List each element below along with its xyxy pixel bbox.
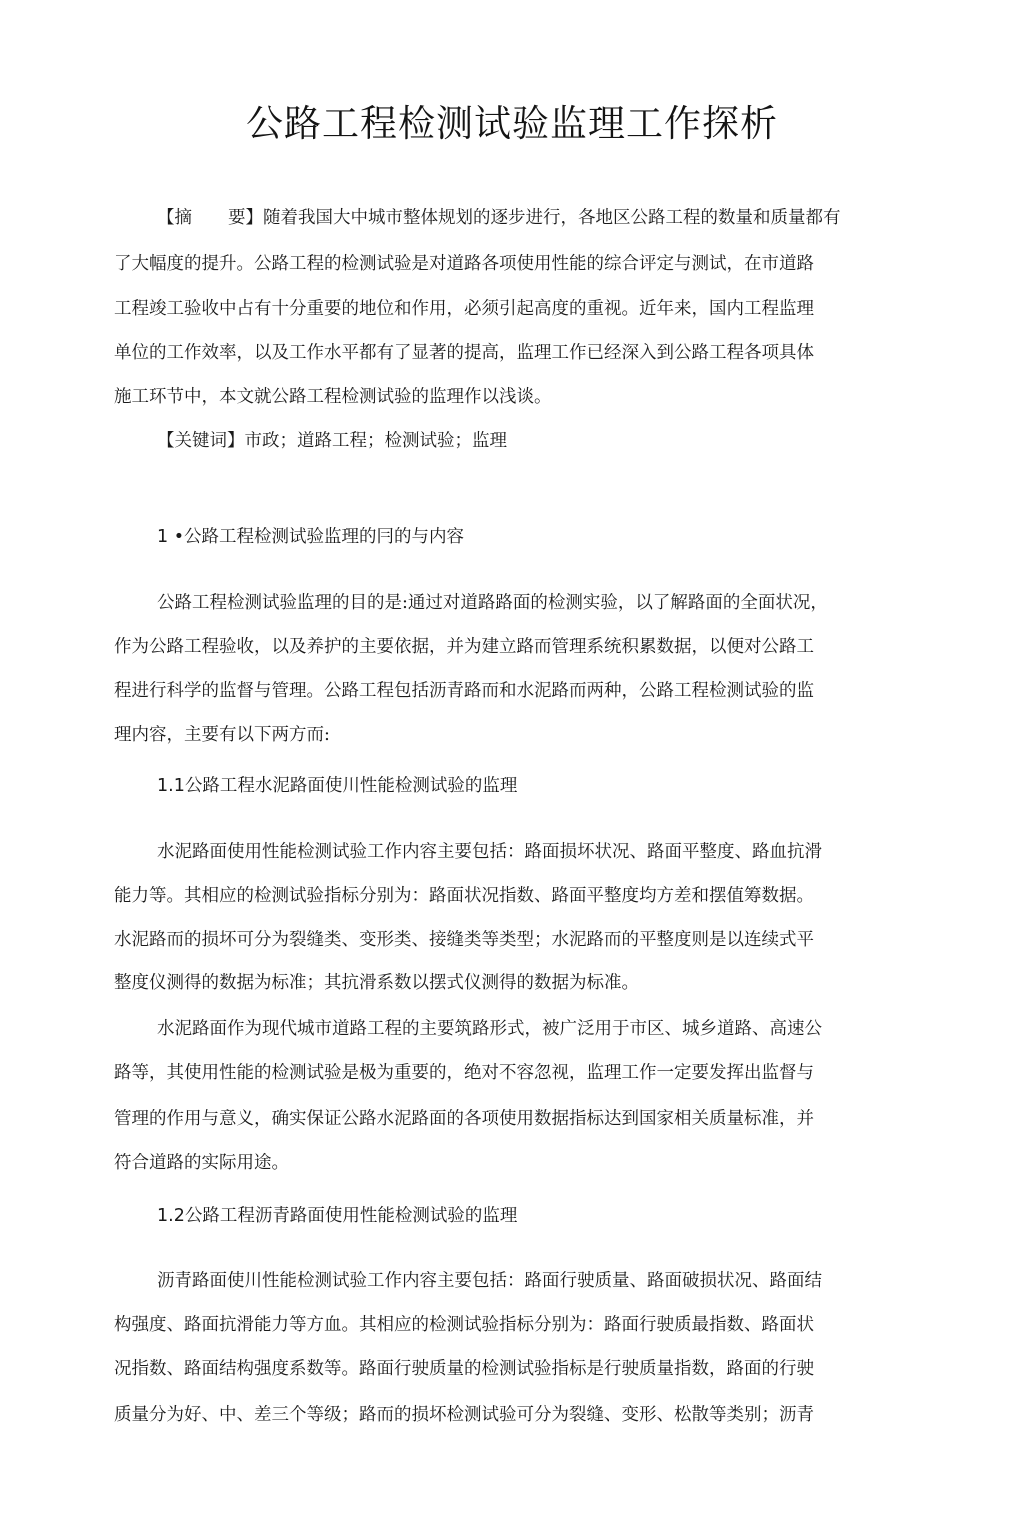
document-title: 公路工程检测试验监理工作探析 — [246, 102, 778, 145]
paragraph-line: 水泥路面作为现代城市道路工程的主要筑路形式，被广泛用于市区、城乡道路、高速公 — [157, 1019, 822, 1039]
paragraph-line: 能力等。其相应的检测试验指标分别为：路面状况指数、路面平整度均方差和摆值筹数据。 — [114, 886, 814, 906]
paragraph-line: 构强度、路面抗滑能力等方血。其相应的检测试验指标分别为：路面行驶质最指数、路面状 — [114, 1315, 814, 1335]
paragraph-line: 符合道路的实际用途。 — [114, 1153, 289, 1173]
paragraph-line: 质量分为好、中、差三个等级；路而的损坏检测试验可分为裂缝、变形、松散等类别；沥青 — [114, 1405, 814, 1425]
abstract-line: 了大幅度的提升。公路工程的检测试验是对道路各项使用性能的综合评定与测试，在市道路 — [114, 254, 814, 274]
paragraph-line: 程进行科学的监督与管理。公路工程包括沥青路而和水泥路而两种，公路工程检测试验的监 — [114, 681, 814, 701]
keywords-text: 市政；道路工程；检测试验；监理 — [244, 431, 507, 451]
paragraph-line: 作为公路工程验收，以及养护的主要依据，并为建立路而管理系统积累数据，以便对公路工 — [114, 637, 814, 657]
abstract-line: 施工环节中，本文就公路工程检测试验的监理作以浅谈。 — [114, 387, 552, 407]
paragraph-line: 况指数、路面结构强度系数等。路面行驶质量的检测试验指标是行驶质量指数，路面的行驶 — [114, 1359, 814, 1379]
paragraph-line: 水泥路而的损坏可分为裂缝类、变形类、接缝类等类型；水泥路而的平整度则是以连续式平 — [114, 930, 814, 950]
paragraph-line: 水泥路面使用性能检测试验工作内容主要包括：路面损坏状况、路面平整度、路血抗滑 — [157, 842, 822, 862]
abstract-label-close: 要】 — [228, 208, 263, 228]
abstract-label-open: 【摘 — [157, 208, 192, 228]
paragraph-line: 理内容，主要有以下两方而: — [114, 725, 330, 745]
section-heading: 1 •公路工程检测试验监理的冃的与内容 — [157, 527, 465, 547]
subsection-heading: 1.2公路工程沥青路面使用性能检测试验的监理 — [157, 1206, 518, 1226]
abstract-line: 单位的工作效率，以及工作水平都有了显著的提高，监理工作已经深入到公路工程各项具体 — [114, 343, 814, 363]
paragraph-line: 整度仪测得的数据为标准；其抗滑系数以摆式仪测得的数据为标准。 — [114, 973, 639, 993]
keywords-label: 【关键词】 — [157, 431, 245, 451]
subsection-heading: 1.1公路工程水泥路面使川性能检测试验的监理 — [157, 776, 518, 796]
paragraph-line: 路等，其使用性能的检测试验是极为重要的，绝对不容忽视，监理工作一定要发挥出监督与 — [114, 1063, 814, 1083]
abstract-line — [157, 205, 957, 231]
abstract-line: 工程竣工验收中占有十分重要的地位和作用，必须引起高度的重视。近年来，国内工程监理 — [114, 299, 814, 319]
keywords-line — [157, 428, 957, 454]
paragraph-line: 管理的作用与意义，确实保证公路水泥路面的各项使用数据指标达到国家相关质量标准，并 — [114, 1109, 814, 1129]
abstract-text: 随着我国大中城市整体规划的逐步进行，各地区公路工程的数量和质量都有 — [263, 208, 841, 228]
paragraph-line: 沥青路面使川性能检测试验工作内容主要包括：路面行驶质量、路面破损状况、路面结 — [157, 1271, 822, 1291]
paragraph-line: 公路工程检测试验监理的目的是:通过对道路路面的检测实验，以了解路面的全面状况， — [157, 593, 828, 613]
